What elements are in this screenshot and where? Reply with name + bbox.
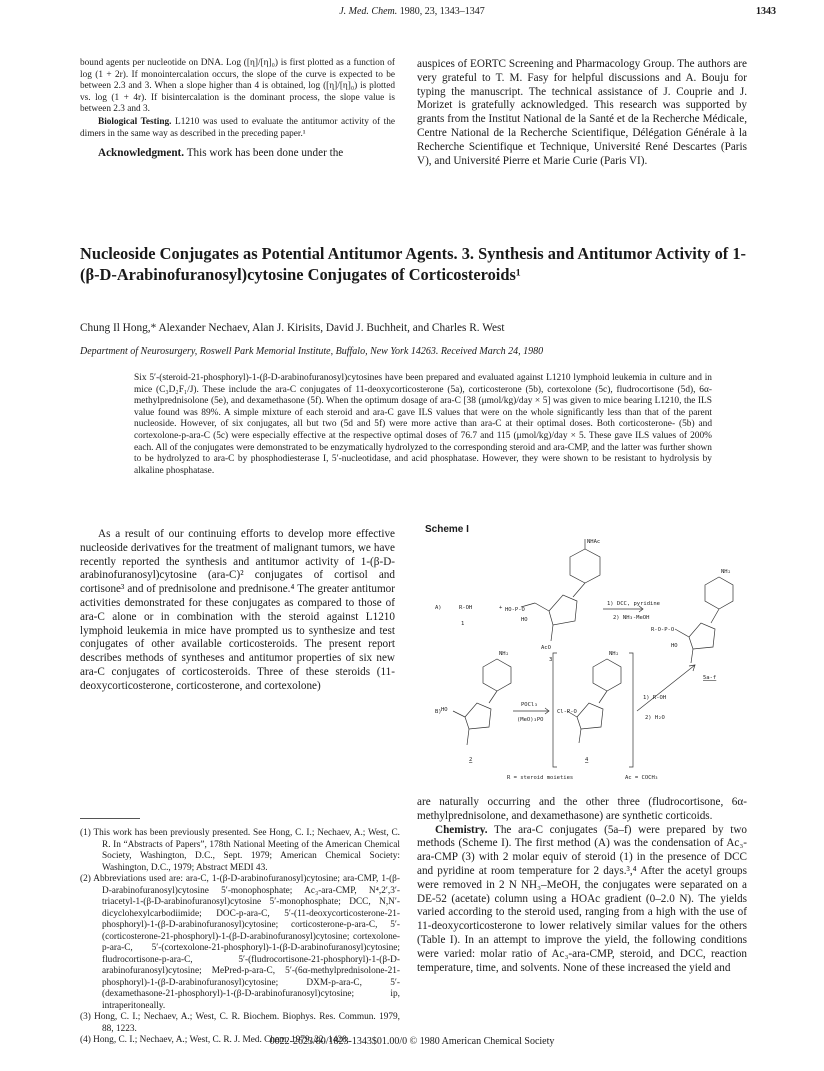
- compound-4-structure: [567, 659, 621, 743]
- label-ro-p: R-O-P-O: [651, 627, 675, 633]
- label-compound-4: 4: [585, 757, 589, 763]
- prev-article-paragraph: bound agents per nucleotide on DNA. Log ([η]/[η]₀) is first plotted as a function of log (1 + 2r). If monointercalation occurs, the slope of the curve is expected to be between 2.3 and 3. When a slope higher than 4 is obtained, log ([η]/[η]₀) is plotted vs. log (1 + 4r). If bisintercalation is the dominant process, the slope value is between 2.3 and 3.: [80, 58, 395, 115]
- biological-testing-heading: Biological Testing.: [98, 116, 172, 127]
- journal-citation: [0, 6, 824, 17]
- intro-paragraph: As a result of our continuing efforts to develop more effective nucleoside derivatives for the treatment of malignant tumors, we have recently reported the synthesis and antitumor activity of 1-(β-D-arabinofuranosyl)cytosine (ara-C)² conjugates of cortisol and cortisone³ and of prednisolone and prednisone.⁴ The greater antitumor activities demonstrated for these conjugates as compared to those of ara-C alone or in combination with the steroid against L1210 lymphoid leukemia in mice have prompted us to synthesize and test conjugates of other available corticosteroids. The present report describes methods of syntheses and antitumor properties of six new ara-C conjugates of corticosteroids. Three of these steroids (11-deoxycorticosterone, corticosterone, and cortexolone): [80, 528, 395, 692]
- label-meo3po: (MeO)₃PO: [517, 717, 544, 723]
- product-structure: [675, 577, 733, 663]
- label-aco: AcO: [541, 645, 551, 651]
- biological-testing-paragraph: [80, 117, 395, 140]
- label-nh2-2: NH₂: [499, 651, 509, 657]
- footnote-3: (3) Hong, C. I.; Nechaev, A.; West, C. R. Biochem. Biophys. Res. Commun. 1979, 88, 1223.: [80, 1012, 400, 1034]
- label-ho-p: HO-P-O: [505, 607, 525, 613]
- compound-3-structure: [521, 539, 600, 641]
- label-nhac: NHAc: [587, 539, 601, 545]
- footnote-4: (4) Hong, C. I.; Nechaev, A.; West, C. R. J. Med. Chem. 1979, 22, 1428.: [80, 1035, 350, 1045]
- label-reagent-1: 1) DCC, pyridine: [607, 601, 660, 607]
- chemistry-paragraph: [417, 824, 747, 976]
- label-row-b: B): [435, 709, 442, 715]
- right-column-text: [417, 796, 747, 975]
- arrow-to-product: [637, 665, 695, 711]
- label-compound-1: 1: [461, 621, 465, 627]
- scheme-diagram: [425, 535, 755, 785]
- journal-year-volume: 1980, 23, 1343–1347: [399, 6, 485, 17]
- label-step-2: 2) H₂O: [645, 715, 665, 721]
- label-ho-product: HO: [671, 643, 678, 649]
- label-ho-a: HO: [521, 617, 528, 623]
- chemistry-text: The ara-C conjugates (5a–f) were prepared by two methods (Scheme I). The first method (A) was the condensation of Ac₃-ara-CMP (3) with 2 molar equiv of steroid (1) in the presence of DCC and pyridine at room temperature for 2 days.³,⁴ After the acetyl groups were removed in 2 N NH₃–MeOH, the conjugates were separated on a DE-52 (acetate) column using a HOAc gradient (0–2.0 N). The yields varied according to the steroid used, ranging from a high with the use of 11-deoxycorticosterone to lower relatively similar values for the others (Table I). In an attempt to improve the yield, the following conditions were varied: molar ratio of Ac₃-ara-CMP, steroid, and DCC, reaction temperature, time, and solvents. None of these increased the yield and: [417, 823, 747, 974]
- label-nh2-product: NH₂: [721, 569, 731, 575]
- label-compound-2: 2: [469, 757, 473, 763]
- biological-testing-text: L1210 was used to evaluate the antitumor activity of the dimers in the same way as described in the preceding paper.¹: [80, 116, 395, 139]
- label-row-a: A): [435, 605, 442, 611]
- chemistry-heading: Chemistry.: [435, 823, 488, 836]
- page-footer: 0022-2623/80/1823-1343$01.00/0 © 1980 American Chemical Society: [269, 1036, 555, 1047]
- label-step-1: 1) R-OH: [643, 695, 667, 701]
- running-header: [0, 6, 824, 20]
- label-plus: +: [499, 605, 503, 611]
- acknowledgment-heading: Acknowledgment.: [98, 147, 185, 160]
- synthetic-corticoids-paragraph: are naturally occurring and the other three (fludrocortisone, 6α-methylprednisolone, and dexamethasone) are synthetic corticoids.: [417, 796, 747, 822]
- acknowledgment-paragraph: [80, 147, 395, 161]
- article-title: Nucleoside Conjugates as Potential Antitumor Agents. 3. Synthesis and Antitumor Activity of 1-(β-D-Arabinofuranosyl)cytosine Conjugates of Corticosteroids¹: [80, 244, 746, 284]
- prev-article-left: [80, 58, 395, 161]
- label-compound-3: 3: [549, 657, 553, 663]
- scheme-title: Scheme I: [425, 524, 469, 535]
- label-ho-b: HO: [441, 707, 448, 713]
- label-pocl3: POCl₃: [521, 702, 538, 708]
- label-product-5af: 5a-f: [703, 675, 717, 681]
- label-roh: R-OH: [459, 605, 473, 611]
- article-authors: Chung Il Hong,* Alexander Nechaev, Alan J. Kirisits, David J. Buchheit, and Charles R. West: [80, 322, 505, 334]
- label-cl-p: Cl-P-O: [557, 709, 577, 715]
- scheme-figure: [425, 524, 755, 784]
- footnotes: [80, 828, 400, 1047]
- article-affiliation: Department of Neurosurgery, Roswell Park Memorial Institute, Buffalo, New York 14263. Received March 24, 1980: [80, 346, 544, 357]
- article-abstract: Six 5′-(steroid-21-phosphoryl)-1-(β-D-arabinofuranosyl)cytosines have been prepared and evaluated against L1210 lymphoid leukemia in culture and in mice (C₃D₂F₁/J). These include the ara-C conjugates of 11-deoxycorticosterone (5a), corticosterone (5b), cortexolone (5c), fludrocortisone (5d), 6α-methylprednisolone (5e), and dexamethasone (5f). When the optimum dosage of ara-C [38 (μmol/kg)/day × 5] was given to mice bearing L1210, the ILS value found was 89%. A simple mixture of each steroid and ara-C gave ILS values that were on the whole significantly less than that of the parent nucleoside. However, of six conjugates, all but two (5d and 5f) were more active than ara-C at their optimal doses. Both corticosterone- (5b) and cortexolone-p-ara-C (5c) were especially effective at the respective optimal doses of 76.7 and 115 (μmol/kg)/day × 5. These gave ILS values of 200% each. All of the conjugates were demonstrated to be enzymatically hydrolyzed to the corresponding steroid and ara-CMP, and the latter was further shown to be hydrolyzed to ara-C by phosphodiesterase I, 5′-nucleotidase, and acid phosphatase. However, they were shown to be resistant to hydrolysis by alkaline phosphatase.: [134, 373, 712, 476]
- page-number: 1343: [756, 6, 776, 17]
- compound-2-structure: [453, 659, 511, 745]
- footnote-1: (1) This work has been previously presented. See Hong, C. I.; Nechaev, A.; West, C. R. In “Abstracts of Papers”, 178th National Meeting of the American Chemical Society, Washington, D.C., Sept. 1979; American Chemical Society: Washington, D.C., 1979; Abstract MEDI 43.: [80, 828, 400, 873]
- footnote-2: (2) Abbreviations used are: ara-C, 1-(β-D-arabinofuranosyl)cytosine; ara-CMP, 1-(β-D-arabinofuranosyl)cytosine 5′-monophosphate; Ac₃-ara-CMP, N⁴,2′,3′-triacetyl-1-(β-D-arabinofuranosyl)cytosine 5′-monophosphate; DCC, N,N′-dicyclohexylcarbodiimide; DOC-p-ara-C, 5′-(11-deoxycorticosterone-21-phosphoryl)-1-(β-D-arabinofuranosyl)cytosine; corticosterone-p-ara-C, 5′-(corticosterone-21-phosphoryl)-1-(β-D-arabinofuranosyl)cytosine; cortexolone-p-ara-C, 5′-(cortexolone-21-phosphoryl)-1-(β-D-arabinofuranosyl)cytosine; fludrocortisone-p-ara-C, 5′-(fludrocortisone-21-phosphoryl)-1-(β-D-arabinofuranosyl)cytosine; MePred-p-ara-C, 5′-(6α-methylprednisolone-21-phosphoryl)-1-(β-D-arabinofuranosyl)cytosine; DXM-p-ara-C, 5′-(dexamethasone-21-phosphoryl)-1-(β-D-arabinofuranosyl)cytosine; ip, intraperitoneally.: [80, 874, 400, 1011]
- acknowledgment-continued: auspices of EORTC Screening and Pharmacology Group. The authors are very grateful to T. M. Fasy for helpful discussions and A. Bouju for typing the manuscript. The technical assistance of J. Couprie and J. Morizet is gratefully acknowledged. This research was supported by grants from the Institut National de la Santé et de la Recherche Médicale, Centre National de la Recherche Scientifique, Délégation Générale à la Recherche Scientifique et Technique, Université René Descartes (Paris V), and Université Pierre et Marie Curie (Paris VI).: [417, 58, 747, 167]
- footnote-rule: [80, 818, 140, 819]
- label-r-definition: R = steroid moieties: [507, 775, 574, 781]
- label-nh2-4: NH₂: [609, 651, 619, 657]
- label-ac-definition: Ac = COCH₃: [625, 775, 659, 781]
- bracket-right: [629, 653, 633, 767]
- acknowledgment-text: This work has been done under the: [184, 147, 344, 160]
- label-reagent-2: 2) NH₃-MeOH: [613, 615, 650, 621]
- journal-name: J. Med. Chem.: [339, 6, 398, 17]
